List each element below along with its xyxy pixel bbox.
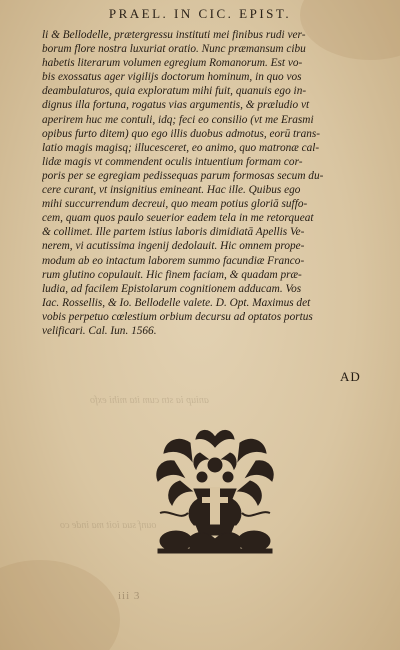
text-line: velificari. Cal. Iun. 1566. xyxy=(42,324,157,337)
text-line: nerem, vi acutissima ingenij dedolauit. Hic omnem prope- xyxy=(42,240,305,253)
text-line: habetis literarum volumen egregium Romanorum. Est vo- xyxy=(42,57,303,70)
signature-mark: iii 3 xyxy=(118,590,141,602)
text-line: opibus furto ditem) quo ego illis duobus admotus, eorū trans- xyxy=(42,127,321,140)
text-line: poris per se egregiam pedissequas parum formosas secum du- xyxy=(42,169,324,182)
printers-device-ornament xyxy=(150,425,280,560)
text-line: li & Bellodelle, prætergressu instituti mei finibus rudi ver- xyxy=(42,29,306,41)
text-line: deambulaturos, quia exploratum mihi fuit, quanuis ego in- xyxy=(42,85,307,98)
text-line: modum ab eo intactum laborem summo facundiæ Franco- xyxy=(42,254,305,267)
catchword: AD xyxy=(340,369,361,384)
text-line: borum flore nostra luxuriat oratio. Nunc præmansum cibu xyxy=(42,43,306,56)
text-line: lidæ magis vt commendent oculis intuentium formam cor- xyxy=(42,155,303,168)
text-line: & collimet. Ille partem istius laboris dimidiatā Apellis Ve- xyxy=(42,226,305,239)
text-line: latio magis magisq; illucesceret, eo animo, quo matronæ cal- xyxy=(42,141,320,154)
text-line: Iac. Rossellis, & Io. Bellodelle valete. D. Opt. Maximus det xyxy=(42,296,311,309)
text-line: mihi succurrendum decreui, quo meam potius gloriā suffo- xyxy=(42,198,308,211)
bleed-through-text: ounf sua ioit ma inde co xyxy=(60,520,157,531)
text-line: ludia, ad facilem Epistolarum cognitionem adducam. Vos xyxy=(42,282,302,295)
text-line: rum glutino copulauit. Hic finem faciam, & quadam præ- xyxy=(42,268,302,281)
text-line: vobis perpetuo cœlestium orbium decursu ad optatos portus xyxy=(42,310,313,323)
text-line: bis exossatus ager vigilijs doctorum hominum, in quo vos xyxy=(42,71,302,84)
text-line: aperirem huc me contuli, idq; feci eo consilio (vt me Erasmi xyxy=(42,113,314,126)
text-line: cem, quam quos paulo seuerior eadem tela in me retorqueat xyxy=(42,212,314,225)
body-text xyxy=(42,28,374,338)
running-head: PRAEL. IN CIC. EPIST. xyxy=(108,6,292,21)
text-line: dignus illa fortuna, rogatus vias argumentis, & præludio vt xyxy=(42,99,310,112)
text-line: cere curant, vt insignitius emineant. Hac ille. Quibus ego xyxy=(42,184,301,197)
age-stain xyxy=(0,560,120,650)
bleed-through-text: aniup ia stn cum ita mihi exfo xyxy=(90,395,209,406)
